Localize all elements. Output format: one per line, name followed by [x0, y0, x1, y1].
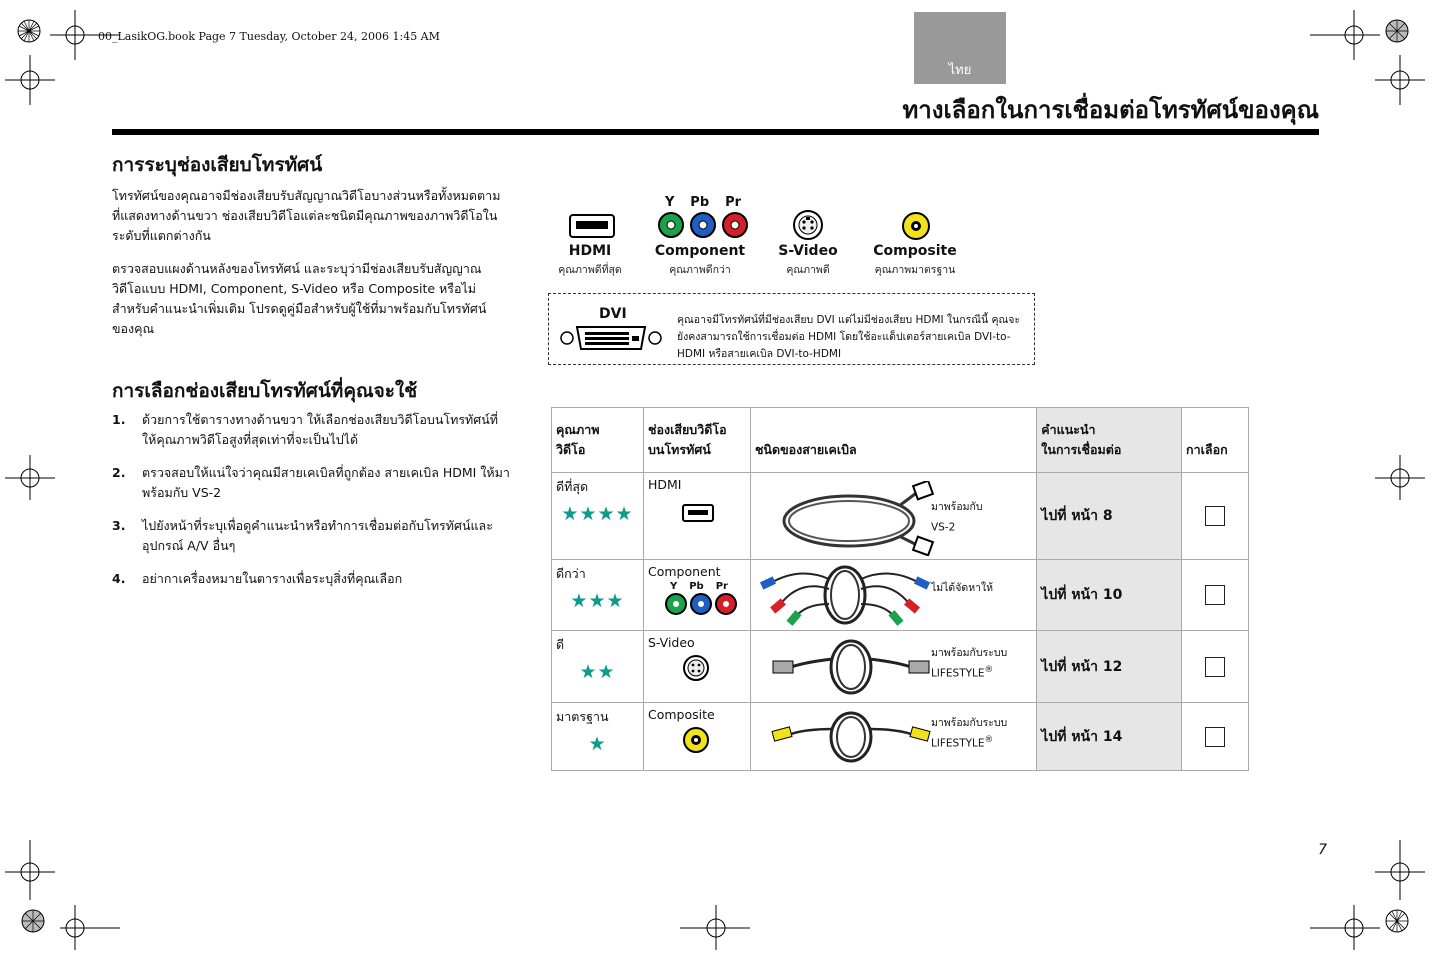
table-row	[552, 473, 1249, 560]
section-heading-identify: การระบุช่องเสียบโทรทัศน์	[112, 154, 323, 176]
step-item	[112, 410, 512, 450]
jack-name: HDMI	[647, 477, 682, 492]
dvi-jack-icon	[559, 324, 663, 352]
step-text: ไปยังหน้าที่ระบุเพื่อดูคำแนะนำหรือทำการเชื่อมต่อกับโทรทัศน์และอุปกรณ์ A/V อื่นๆ	[142, 518, 493, 553]
svideo-cable-icon	[771, 637, 931, 697]
goto-page-10[interactable]: ไปที่ หน้า 10	[1037, 560, 1182, 631]
connector-name: Component	[654, 243, 746, 259]
choice-checkbox[interactable]	[1205, 727, 1225, 747]
hdmi-jack-icon	[568, 213, 616, 239]
connector-quality: คุณภาพดีที่สุด	[558, 264, 622, 276]
choice-checkbox[interactable]	[1205, 506, 1225, 526]
table-header-row	[552, 408, 1249, 473]
component-letter: Y	[664, 195, 675, 210]
step-item	[112, 463, 512, 503]
file-info: 00_LasikOG.book Page 7 Tuesday, October 24, 2006 1:45 AM	[98, 30, 440, 43]
connection-table	[551, 407, 1249, 771]
cable-note: มาพร้อมกับระบบ LIFESTYLE®	[930, 717, 1008, 750]
col-jack: ช่องเสียบวิดีโอ บนโทรทัศน์	[643, 408, 750, 473]
section-heading-select: การเลือกช่องเสียบโทรทัศน์ที่คุณจะใช้	[112, 380, 418, 402]
intro-paragraph: โทรทัศน์ของคุณอาจมีช่องเสียบรับสัญญาณวิดีโอบางส่วนหรือทั้งหมดตามที่แสดงทางด้านขวา ช่องเสียบวิดีโอแต่ละชนิดมีคุณภาพของภาพวิดีโอในระดับที่แตกต่างกัน	[112, 188, 501, 243]
page-title: ทางเลือกในการเชื่อมต่อโทรทัศน์ของคุณ	[902, 96, 1319, 124]
page-number: 7	[1318, 842, 1327, 858]
cable-note: มาพร้อมกับระบบ LIFESTYLE®	[930, 647, 1008, 680]
svideo-jack-icon	[792, 209, 824, 241]
composite-jack-icon	[901, 211, 931, 241]
quality-label: ดี	[556, 637, 565, 652]
choice-checkbox[interactable]	[1205, 585, 1225, 605]
jack-name: Component	[647, 564, 721, 579]
component-letters	[657, 195, 749, 210]
component-cable-icon	[759, 564, 931, 626]
star-rating: ★	[588, 733, 607, 755]
title-divider	[112, 129, 1319, 135]
cable-note: ไม่ได้จัดหาให้	[930, 582, 994, 594]
component-letter: Pr	[725, 195, 742, 210]
step-text: ตรวจสอบให้แน่ใจว่าคุณมีสายเคเบิลที่ถูกต้อง สายเคเบิล HDMI ให้มาพร้อมกับ VS-2	[142, 465, 510, 500]
language-label: ไทย	[948, 63, 972, 78]
step-number: 1.	[112, 412, 126, 427]
connector-svideo	[763, 243, 853, 278]
connector-component	[645, 243, 755, 278]
goto-page-14[interactable]: ไปที่ หน้า 14	[1037, 703, 1182, 771]
star-rating: ★★★	[570, 590, 625, 612]
goto-page-12[interactable]: ไปที่ หน้า 12	[1037, 631, 1182, 703]
cable-note: มาพร้อมกับ VS-2	[930, 501, 983, 534]
connector-hdmi	[540, 243, 640, 278]
quality-label: มาตรฐาน	[556, 709, 609, 724]
choice-checkbox[interactable]	[1205, 657, 1225, 677]
connector-composite	[860, 243, 970, 278]
dvi-label: DVI	[599, 306, 627, 322]
star-rating: ★★	[579, 661, 616, 683]
col-quality: คุณภาพ วิดีโอ	[552, 408, 644, 473]
dvi-note-box	[548, 293, 1035, 365]
table-row	[552, 631, 1249, 703]
hdmi-cable-icon	[779, 481, 944, 556]
step-number: 3.	[112, 518, 126, 533]
table-row	[552, 560, 1249, 631]
component-letters-small: Y Pb Pr	[669, 581, 728, 592]
component-jacks-icon	[657, 210, 749, 240]
step-text: ด้วยการใช้ตารางทางด้านขวา ให้เลือกช่องเสียบวิดีโอบนโทรทัศน์ที่ให้คุณภาพวิดีโอสูงที่สุดเท่าที่จะเป็นไปได้	[142, 412, 498, 447]
connector-quality: คุณภาพดีกว่า	[669, 264, 731, 276]
hdmi-jack-icon	[682, 504, 714, 522]
jack-name: S-Video	[647, 635, 695, 650]
component-jacks-icon	[664, 592, 738, 616]
steps-list	[112, 410, 512, 602]
step-item	[112, 569, 512, 589]
dvi-note-text: คุณอาจมีโทรทัศน์ที่มีช่องเสียบ DVI แต่ไม่มีช่องเสียบ HDMI ในกรณีนี้ คุณจะยังคงสามารถใช้การเชื่อมต่อ HDMI โดยใช้อะแด็ปเตอร์สายเคเบิล DVI-to-HDMI หรือสายเคเบิล DVI-to-HDMI	[677, 314, 1021, 360]
connector-name: HDMI	[568, 243, 612, 259]
quality-label: ดีที่สุด	[556, 479, 589, 494]
check-paragraph: ตรวจสอบแผงด้านหลังของโทรทัศน์ และระบุว่ามีช่องเสียบรับสัญญาณวิดีโอแบบ HDMI, Component, S-Video หรือ Composite หรือไม่ สำหรับคำแนะนำเพิ่มเติม โปรดดูคู่มือสำหรับผู้ใช้ที่มาพร้อมกับโทรทัศน์ของคุณ	[112, 261, 487, 336]
step-number: 2.	[112, 465, 126, 480]
composite-jack-icon	[682, 726, 710, 754]
connector-name: Composite	[873, 243, 957, 259]
star-rating: ★★★★	[561, 503, 634, 525]
col-recommendation: คำแนะนำ ในการเชื่อมต่อ	[1037, 408, 1182, 473]
table-row	[552, 703, 1249, 771]
quality-label: ดีกว่า	[556, 566, 586, 581]
goto-page-8[interactable]: ไปที่ หน้า 8	[1037, 473, 1182, 560]
jack-name: Composite	[647, 707, 715, 722]
svideo-jack-icon	[682, 654, 710, 682]
col-cable: ชนิดของสายเคเบิล	[750, 408, 1036, 473]
connector-name: S-Video	[778, 243, 838, 259]
step-number: 4.	[112, 571, 126, 586]
connector-quality: คุณภาพดี	[786, 264, 830, 276]
step-text: อย่ากาเครื่องหมายในตารางเพื่อระบุสิ่งที่คุณเลือก	[142, 571, 403, 586]
connector-quality: คุณภาพมาตรฐาน	[874, 264, 956, 276]
step-item	[112, 516, 512, 556]
language-tab	[914, 12, 1006, 84]
composite-cable-icon	[771, 709, 931, 765]
component-letter: Pb	[690, 195, 710, 210]
col-choice: กาเลือก	[1182, 408, 1249, 473]
